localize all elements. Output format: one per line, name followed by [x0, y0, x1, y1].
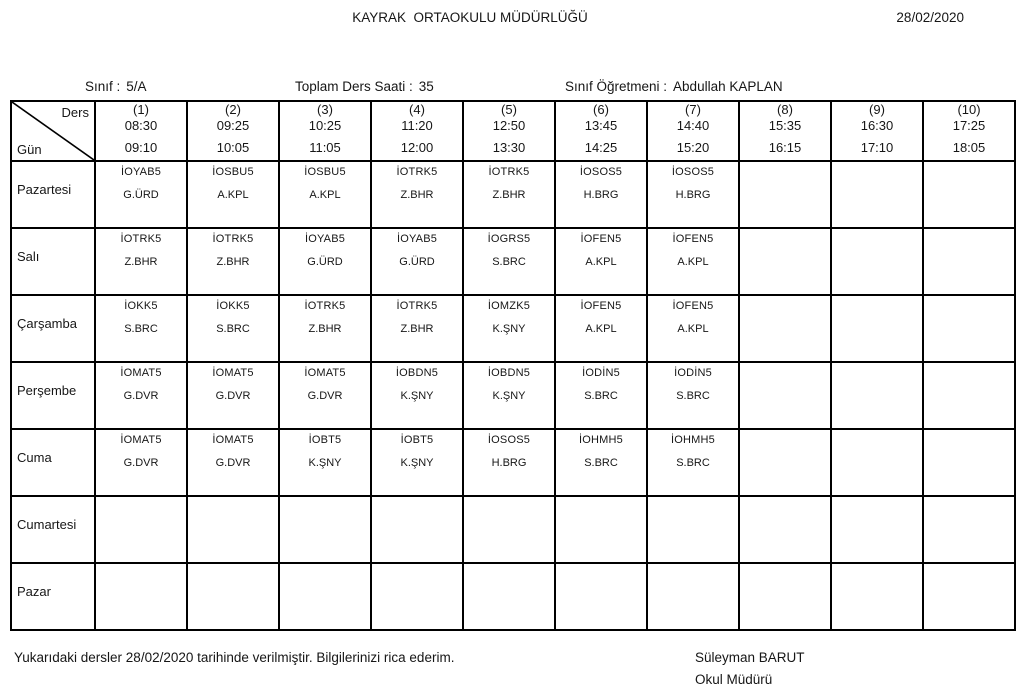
period-num: (5)	[501, 102, 517, 117]
period-header	[831, 101, 923, 161]
course-code: İOBDN5	[395, 367, 439, 379]
total-hours-info	[295, 78, 434, 96]
lesson-cell	[831, 362, 923, 429]
teacher-initials: K.ŞNY	[492, 390, 526, 402]
lesson-cell	[95, 496, 187, 563]
course-code: İOTRK5	[396, 166, 438, 178]
period-header	[923, 101, 1015, 161]
teacher-initials: A.KPL	[585, 323, 617, 335]
total-hours-label: Toplam Ders Saati :	[295, 79, 413, 94]
lesson-cell	[923, 295, 1015, 362]
day-label: Salı	[17, 249, 40, 264]
lesson-cell	[371, 161, 463, 228]
period-num: (1)	[133, 102, 149, 117]
day-cell	[11, 429, 95, 496]
lesson-cell	[463, 228, 555, 295]
teacher-initials: A.KPL	[585, 256, 617, 268]
period-header	[95, 101, 187, 161]
lesson-cell	[95, 429, 187, 496]
lesson-cell	[831, 496, 923, 563]
course-code: İOMZK5	[487, 300, 531, 312]
lesson-cell	[831, 295, 923, 362]
course-code: İOSOS5	[487, 434, 531, 446]
course-code: İOSBU5	[304, 166, 346, 178]
lesson-cell	[739, 161, 831, 228]
course-code: İOMAT5	[304, 367, 346, 379]
lesson-cell	[555, 161, 647, 228]
day-label: Pazartesi	[17, 182, 72, 197]
period-num: (6)	[593, 102, 609, 117]
class-value: 5/A	[126, 79, 147, 94]
period-header	[647, 101, 739, 161]
day-label: Cumartesi	[17, 517, 77, 532]
lesson-cell	[187, 563, 279, 630]
lesson-cell	[739, 228, 831, 295]
lesson-cell	[279, 161, 371, 228]
lesson-cell	[647, 496, 739, 563]
lesson-cell	[739, 295, 831, 362]
lesson-cell	[923, 362, 1015, 429]
day-cell	[11, 228, 95, 295]
period-header	[739, 101, 831, 161]
teacher-initials: G.DVR	[215, 457, 251, 469]
lesson-cell	[831, 563, 923, 630]
lesson-cell	[923, 496, 1015, 563]
lesson-cell	[463, 295, 555, 362]
lesson-cell	[647, 563, 739, 630]
day-label: Cuma	[17, 450, 52, 465]
teacher-initials: Z.BHR	[492, 189, 526, 201]
period-num: (9)	[869, 102, 885, 117]
lesson-cell	[279, 429, 371, 496]
teacher-initials: K.ŞNY	[400, 457, 434, 469]
course-code: İOKK5	[216, 300, 250, 312]
period-header	[279, 101, 371, 161]
course-code: İOTRK5	[212, 233, 254, 245]
period-end: 16:15	[768, 140, 802, 155]
course-code: İOTRK5	[488, 166, 530, 178]
period-start: 14:40	[676, 118, 710, 133]
lesson-cell	[647, 161, 739, 228]
course-code: İOFEN5	[580, 300, 622, 312]
course-code: İODİN5	[674, 367, 712, 379]
day-cell	[11, 496, 95, 563]
day-row	[11, 228, 1015, 295]
lesson-cell	[831, 161, 923, 228]
lesson-cell	[923, 563, 1015, 630]
lesson-cell	[555, 496, 647, 563]
teacher-initials: H.BRG	[583, 189, 619, 201]
teacher-initials: G.DVR	[215, 390, 251, 402]
period-num: (4)	[409, 102, 425, 117]
period-header	[463, 101, 555, 161]
teacher-initials: K.ŞNY	[308, 457, 342, 469]
lesson-cell	[95, 228, 187, 295]
period-num: (10)	[957, 102, 981, 117]
period-start: 17:25	[952, 118, 986, 133]
lesson-cell	[463, 429, 555, 496]
course-code: İOTRK5	[304, 300, 346, 312]
teacher-initials: A.KPL	[309, 189, 341, 201]
course-code: İOBDN5	[487, 367, 531, 379]
lesson-cell	[463, 563, 555, 630]
course-code: İOMAT5	[212, 434, 254, 446]
lesson-cell	[279, 496, 371, 563]
course-code: İOMAT5	[120, 434, 162, 446]
teacher-initials: Z.BHR	[400, 189, 434, 201]
lesson-cell	[739, 429, 831, 496]
document-date: 28/02/2020	[896, 10, 964, 25]
teacher-initials: A.KPL	[217, 189, 249, 201]
lesson-cell	[279, 295, 371, 362]
period-num: (2)	[225, 102, 241, 117]
teacher-initials: A.KPL	[677, 323, 709, 335]
lesson-cell	[95, 362, 187, 429]
lesson-cell	[555, 563, 647, 630]
lesson-cell	[279, 228, 371, 295]
day-row	[11, 161, 1015, 228]
teacher-initials: S.BRC	[676, 457, 710, 469]
lesson-cell	[555, 362, 647, 429]
course-code: İOBT5	[308, 434, 342, 446]
lesson-cell	[647, 295, 739, 362]
lesson-cell	[279, 563, 371, 630]
period-end: 15:20	[676, 140, 710, 155]
teacher-initials: A.KPL	[677, 256, 709, 268]
signature-title: Okul Müdürü	[695, 672, 773, 687]
day-cell	[11, 563, 95, 630]
lesson-cell	[739, 563, 831, 630]
period-end: 14:25	[584, 140, 618, 155]
lesson-cell	[555, 295, 647, 362]
period-end: 10:05	[216, 140, 250, 155]
lesson-cell	[555, 429, 647, 496]
lesson-cell	[739, 496, 831, 563]
course-code: İOSOS5	[671, 166, 715, 178]
period-end: 12:00	[400, 140, 434, 155]
lesson-cell	[647, 228, 739, 295]
period-header	[371, 101, 463, 161]
class-teacher-label: Sınıf Öğretmeni :	[565, 79, 668, 94]
lesson-cell	[371, 228, 463, 295]
lesson-cell	[923, 429, 1015, 496]
day-label: Çarşamba	[17, 316, 77, 331]
lesson-cell	[739, 362, 831, 429]
day-row	[11, 362, 1015, 429]
day-label: Perşembe	[17, 383, 77, 398]
day-row	[11, 429, 1015, 496]
course-code: İOHMH5	[579, 434, 623, 446]
lesson-cell	[371, 295, 463, 362]
period-num: (8)	[777, 102, 793, 117]
lesson-cell	[187, 228, 279, 295]
day-cell	[11, 362, 95, 429]
day-row	[11, 496, 1015, 563]
period-start: 12:50	[492, 118, 526, 133]
class-teacher-value: Abdullah KAPLAN	[673, 79, 783, 94]
course-code: İOYAB5	[396, 233, 438, 245]
course-code: İOYAB5	[120, 166, 162, 178]
day-row	[11, 295, 1015, 362]
course-code: İOSOS5	[579, 166, 623, 178]
lesson-cell	[463, 362, 555, 429]
lesson-cell	[95, 161, 187, 228]
lesson-cell	[371, 496, 463, 563]
period-start: 10:25	[308, 118, 342, 133]
class-teacher-info	[565, 78, 783, 96]
signature-name: Süleyman BARUT	[695, 650, 805, 665]
corner-gun-label: Gün	[17, 142, 42, 157]
period-num: (3)	[317, 102, 333, 117]
lesson-cell	[187, 362, 279, 429]
course-code: İOTRK5	[396, 300, 438, 312]
period-end: 17:10	[860, 140, 894, 155]
period-start: 13:45	[584, 118, 618, 133]
course-code: İOMAT5	[120, 367, 162, 379]
period-header-row	[11, 101, 1015, 161]
course-code: İOFEN5	[672, 300, 714, 312]
corner-cell	[11, 101, 95, 161]
footer-note: Yukarıdaki dersler 28/02/2020 tarihinde verilmiştir. Bilgilerinizi rica ederim.	[14, 650, 455, 665]
lesson-cell	[279, 362, 371, 429]
teacher-initials: S.BRC	[584, 457, 618, 469]
total-hours-value: 35	[418, 79, 434, 94]
period-end: 09:10	[124, 140, 158, 155]
document-title: KAYRAK ORTAOKULU MÜDÜRLÜĞÜ	[352, 10, 588, 25]
lesson-cell	[647, 429, 739, 496]
teacher-initials: Z.BHR	[308, 323, 342, 335]
teacher-initials: K.ŞNY	[492, 323, 526, 335]
lesson-cell	[95, 563, 187, 630]
period-num: (7)	[685, 102, 701, 117]
course-code: İOFEN5	[672, 233, 714, 245]
lesson-cell	[187, 496, 279, 563]
period-start: 11:20	[401, 118, 433, 133]
course-code: İOYAB5	[304, 233, 346, 245]
course-code: İOKK5	[124, 300, 158, 312]
course-code: İOMAT5	[212, 367, 254, 379]
period-end: 18:05	[952, 140, 986, 155]
period-start: 15:35	[768, 118, 802, 133]
day-label: Pazar	[17, 584, 51, 599]
day-cell	[11, 161, 95, 228]
teacher-initials: G.DVR	[307, 390, 343, 402]
course-code: İOBT5	[400, 434, 434, 446]
teacher-initials: S.BRC	[216, 323, 250, 335]
teacher-initials: Z.BHR	[216, 256, 250, 268]
signature-block	[695, 650, 805, 687]
period-start: 08:30	[124, 118, 158, 133]
lesson-cell	[371, 429, 463, 496]
period-start: 09:25	[216, 118, 250, 133]
lesson-cell	[187, 161, 279, 228]
teacher-initials: S.BRC	[124, 323, 158, 335]
lesson-cell	[831, 429, 923, 496]
lesson-cell	[95, 295, 187, 362]
period-start: 16:30	[860, 118, 894, 133]
teacher-initials: G.DVR	[123, 390, 159, 402]
lesson-cell	[187, 295, 279, 362]
course-code: İOFEN5	[580, 233, 622, 245]
course-code: İOHMH5	[671, 434, 715, 446]
period-end: 11:05	[309, 140, 341, 155]
period-header	[555, 101, 647, 161]
corner-ders-label: Ders	[61, 105, 89, 120]
course-code: İOTRK5	[120, 233, 162, 245]
teacher-initials: S.BRC	[584, 390, 618, 402]
lesson-cell	[647, 362, 739, 429]
teacher-initials: G.ÜRD	[307, 256, 343, 268]
teacher-initials: S.BRC	[676, 390, 710, 402]
teacher-initials: G.ÜRD	[123, 189, 159, 201]
teacher-initials: G.ÜRD	[399, 256, 435, 268]
lesson-cell	[463, 161, 555, 228]
lesson-cell	[923, 228, 1015, 295]
course-code: İOGRS5	[487, 233, 531, 245]
lesson-cell	[371, 563, 463, 630]
lesson-cell	[923, 161, 1015, 228]
lesson-cell	[555, 228, 647, 295]
day-row	[11, 563, 1015, 630]
class-label: Sınıf :	[85, 79, 121, 94]
course-code: İODİN5	[582, 367, 620, 379]
lesson-cell	[831, 228, 923, 295]
timetable	[10, 100, 1016, 631]
day-cell	[11, 295, 95, 362]
period-end: 13:30	[492, 140, 526, 155]
teacher-initials: G.DVR	[123, 457, 159, 469]
class-info	[85, 78, 147, 96]
course-code: İOSBU5	[212, 166, 254, 178]
teacher-initials: K.ŞNY	[400, 390, 434, 402]
lesson-cell	[463, 496, 555, 563]
teacher-initials: Z.BHR	[400, 323, 434, 335]
teacher-initials: S.BRC	[492, 256, 526, 268]
lesson-cell	[371, 362, 463, 429]
teacher-initials: Z.BHR	[124, 256, 158, 268]
lesson-cell	[187, 429, 279, 496]
teacher-initials: H.BRG	[675, 189, 711, 201]
period-header	[187, 101, 279, 161]
teacher-initials: H.BRG	[491, 457, 527, 469]
